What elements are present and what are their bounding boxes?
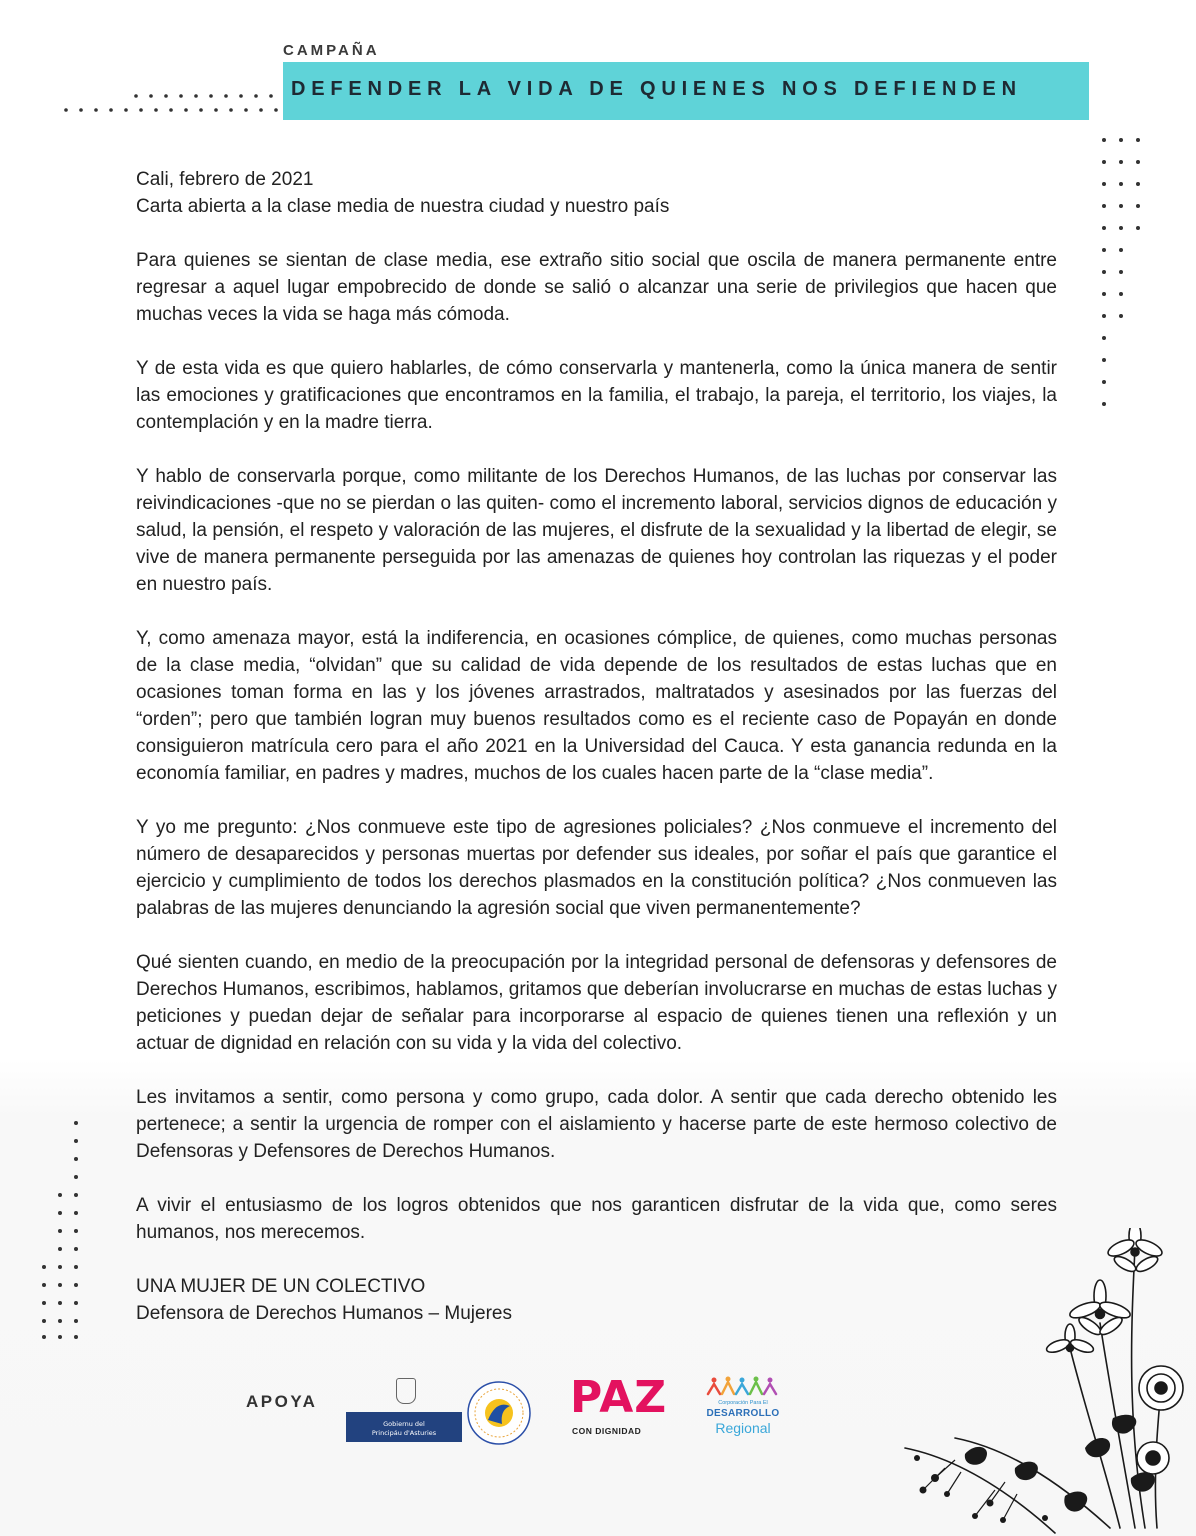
letter-heading <box>136 166 1057 220</box>
decorative-dots-right <box>1094 130 1154 415</box>
paz-con-dignidad-logo: PAZ CON DIGNIDAD <box>570 1372 668 1436</box>
paragraph: Para quienes se sientan de clase media, ese extraño sitio social que oscila de manera permanente entre regresar a aquel lugar empobrecido de donde se salió o alcanzar una serie de privilegios que hacen que muchas veces la vida se haga más cómoda. <box>136 250 1057 325</box>
paragraph: Les invitamos a sentir, como persona y como grupo, cada dolor. A sentir que cada derecho obtenido les pertenece; a sentir la urgencia de romper con el aislamiento y hacerse parte de este hermoso colectivo de Defensoras y Defensores de Derechos Humanos. <box>136 1087 1057 1162</box>
paragraph: A vivir el entusiasmo de los logros obtenidos que nos garanticen disfrutar de la vida que, como seres humanos, nos merecemos. <box>136 1195 1057 1243</box>
desarrollo-regional-logo: Corporación Para El DESARROLLO Regional <box>700 1376 786 1442</box>
decorative-dots-top-left <box>60 88 284 118</box>
sponsor-logos <box>0 1370 900 1450</box>
campaign-banner <box>283 62 1089 120</box>
paragraph: Y, como amenaza mayor, está la indiferencia, en ocasiones cómplice, de quienes, como muchas personas de la clase media, “olvidan” que su calidad de vida depende de los resultados de estas luchas que en ocasiones toman forma en las y los jóvenes arrastrados, maltratados y asesinados por las fuerzas del “orden”; pero que también logran muy buenos resultados como es el reciente caso de Popayán en donde consiguieron matrícula cero para el año 2021 en la Universidad del Cauca. Y esta ganancia redunda en la economía familiar, en padres y madres, muchos de los cuales hacen parte de la “clase media”. <box>136 628 1057 784</box>
circular-organization-logo <box>466 1380 532 1446</box>
people-icon <box>700 1376 786 1400</box>
paragraph: Y hablo de conservarla porque, como militante de los Derechos Humanos, de las luchas por conservar las reivindicaciones -que no se pierdan o las quiten- como el incremento laboral, servicios dignos de educación y salud, la pensión, el respeto y valoración de las mujeres, el disfrute de la sexualidad y la libertad de elegir, se vive de manera permanente perseguida por las amenazas de quienes hoy controlan las riquezas y el poder en nuestro país. <box>136 466 1057 595</box>
decorative-dots-bottom-left <box>38 1115 88 1345</box>
paragraph: Qué sienten cuando, en medio de la preocupación por la integridad personal de defensoras y defensores de Derechos Humanos, escribimos, hablamos, gritamos que deberían involucrarse en muchas de estas luchas y peticiones y puedan dejar de señalar para incorporarse al espacio de quienes tienen una reflexión y un actuar de dignidad en relación con su vida y la vida del colectivo. <box>136 952 1057 1054</box>
signature-line-1: UNA MUJER DE UN COLECTIVO <box>136 1276 426 1297</box>
sponsor-label: APOYA <box>246 1392 318 1411</box>
letter-body <box>136 166 1057 1327</box>
letter-subject: Carta abierta a la clase media de nuestra ciudad y nuestro país <box>136 196 670 217</box>
signature-line-2: Defensora de Derechos Humanos – Mujeres <box>136 1303 512 1324</box>
asturias-government-logo: Gobiernu del Principáu d'Asturies <box>346 1372 464 1444</box>
campaign-label: CAMPAÑA <box>283 42 380 59</box>
paragraph: Y yo me pregunto: ¿Nos conmueve este tipo de agresiones policiales? ¿Nos conmueve el incremento del número de desaparecidos y personas muertas por defender sus ideales, por soñar el país que garantice el ejercicio y cumplimiento de todos los derechos plasmados en la constitución política? ¿Nos conmueven las palabras de las mujeres denunciando la agresión social que viven permanentemente? <box>136 817 1057 919</box>
paragraph: Y de esta vida es que quiero hablarles, de cómo conservarla y mantenerla, como la única manera de sentir las emociones y gratificaciones que encontramos en la familia, el trabajo, la pareja, el territorio, los viajes, la contemplación y en la madre tierra. <box>136 358 1057 433</box>
place-date: Cali, febrero de 2021 <box>136 169 314 190</box>
flower-illustration <box>895 1228 1196 1536</box>
crest-icon <box>396 1378 416 1404</box>
banner-title: DEFENDER LA VIDA DE QUIENES NOS DEFIENDEN <box>291 78 1022 100</box>
